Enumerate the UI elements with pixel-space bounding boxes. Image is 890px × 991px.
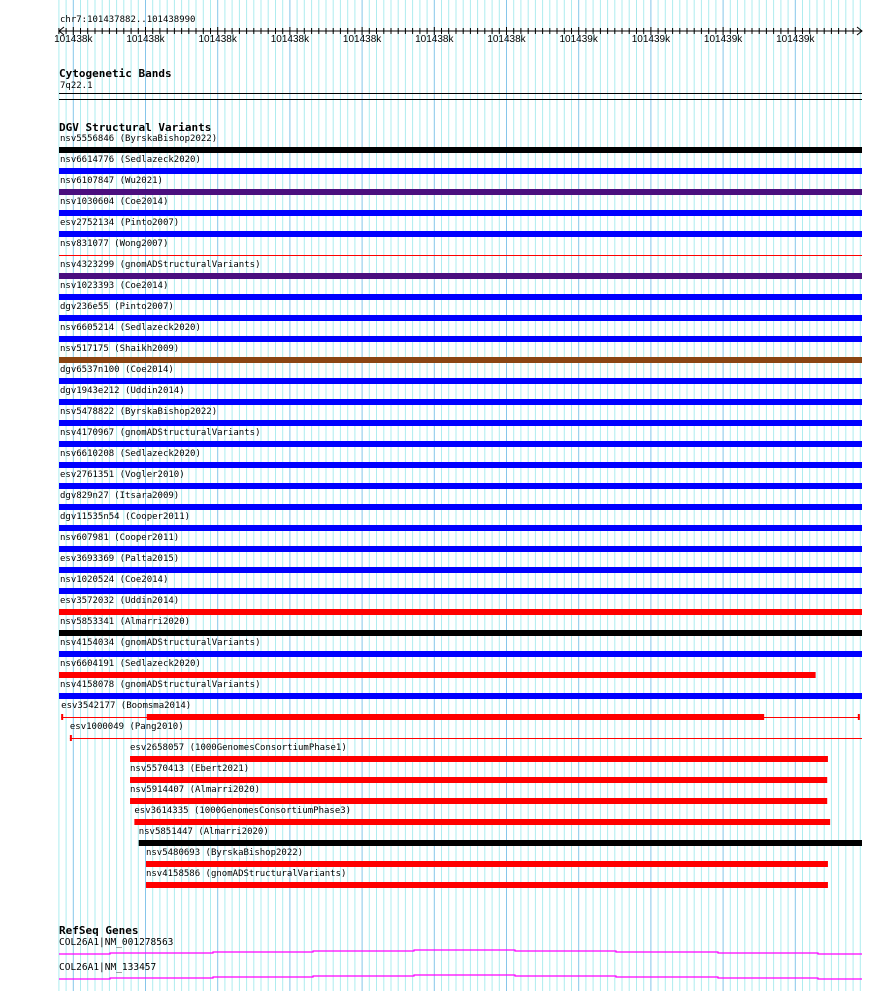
variant-bar bbox=[134, 819, 830, 825]
variant-bar bbox=[59, 294, 862, 300]
variant-label[interactable]: dgv236e55 (Pinto2007) bbox=[60, 302, 174, 312]
variant-label[interactable]: nsv6610208 (Sedlazeck2020) bbox=[60, 449, 201, 459]
variant-label[interactable]: nsv5914407 (Almarri2020) bbox=[130, 785, 261, 795]
cytoband-line bbox=[59, 93, 862, 94]
variant-label[interactable]: nsv4158586 (gnomADStructuralVariants) bbox=[145, 869, 347, 879]
cytoband-line bbox=[59, 99, 862, 100]
variant-label[interactable]: esv3614335 (1000GenomesConsortiumPhase3) bbox=[134, 806, 352, 816]
variant-cap bbox=[70, 735, 72, 741]
variant-label[interactable]: esv2752134 (Pinto2007) bbox=[60, 218, 180, 228]
variant-label[interactable]: nsv4158078 (gnomADStructuralVariants) bbox=[60, 680, 261, 690]
variant-label[interactable]: nsv1030604 (Coe2014) bbox=[60, 197, 169, 207]
variant-bar-thin bbox=[59, 255, 862, 256]
variant-bar bbox=[59, 231, 862, 237]
variant-label[interactable]: dgv6537n100 (Coe2014) bbox=[60, 365, 174, 375]
variant-cap bbox=[61, 714, 63, 720]
variant-bar-thin bbox=[70, 738, 862, 739]
variant-label[interactable]: nsv831077 (Wong2007) bbox=[60, 239, 169, 249]
variant-bar bbox=[59, 189, 862, 195]
variant-bar bbox=[59, 672, 816, 678]
variant-label[interactable]: nsv6604191 (Sedlazeck2020) bbox=[60, 659, 201, 669]
variant-bar bbox=[59, 504, 862, 510]
cytoband-label: 7q22.1 bbox=[60, 81, 93, 91]
variant-label[interactable]: nsv4323299 (gnomADStructuralVariants) bbox=[60, 260, 261, 270]
variant-label[interactable]: nsv1023393 (Coe2014) bbox=[60, 281, 169, 291]
variant-bar bbox=[59, 168, 862, 174]
dgv-track-title: DGV Structural Variants bbox=[59, 121, 212, 134]
variant-bar bbox=[59, 273, 862, 279]
ruler-tick-label: 101439k bbox=[559, 34, 598, 45]
ruler-tick-label: 101438k bbox=[126, 34, 165, 45]
variant-label[interactable]: nsv4154034 (gnomADStructuralVariants) bbox=[60, 638, 261, 648]
variant-bar bbox=[59, 441, 862, 447]
variant-bar bbox=[130, 798, 827, 804]
variant-bar bbox=[130, 777, 827, 783]
gene-model bbox=[59, 950, 862, 954]
ruler-tick-label: 101439k bbox=[703, 34, 743, 45]
variant-label[interactable]: dgv1943e212 (Uddin2014) bbox=[60, 386, 185, 396]
variant-label[interactable]: esv3693369 (Palta2015) bbox=[60, 554, 180, 564]
ruler-tick-label: 101438k bbox=[270, 34, 310, 45]
variant-label[interactable]: dgv11535n54 (Cooper2011) bbox=[60, 512, 191, 522]
variant-label[interactable]: nsv5851447 (Almarri2020) bbox=[138, 827, 269, 837]
refseq-track-title: RefSeq Genes bbox=[59, 924, 139, 937]
variant-bar bbox=[59, 210, 862, 216]
variant-label[interactable]: esv1000049 (Pang2010) bbox=[69, 722, 184, 732]
region-label: chr7:101437882..101438990 bbox=[60, 15, 196, 25]
variant-label[interactable]: nsv5570413 (Ebert2021) bbox=[130, 764, 250, 774]
variant-label[interactable]: nsv5556846 (ByrskaBishop2022) bbox=[60, 134, 218, 144]
variant-bar bbox=[59, 525, 862, 531]
variant-bar bbox=[59, 147, 862, 153]
ruler-tick-label: 101438k bbox=[342, 34, 382, 45]
variant-bar bbox=[59, 336, 862, 342]
gene-label[interactable]: COL26A1|NM_001278563 bbox=[59, 937, 174, 948]
variant-label[interactable]: nsv5478822 (ByrskaBishop2022) bbox=[60, 407, 218, 417]
variant-label[interactable]: nsv517175 (Shaikh2009) bbox=[60, 344, 180, 354]
ruler-tick-label: 101439k bbox=[776, 34, 815, 45]
variant-label[interactable]: nsv6605214 (Sedlazeck2020) bbox=[60, 323, 201, 333]
variant-label[interactable]: nsv5853341 (Almarri2020) bbox=[60, 617, 191, 627]
variant-cap bbox=[858, 714, 860, 720]
variant-bar bbox=[146, 882, 828, 888]
variant-bar bbox=[59, 357, 862, 363]
variant-label[interactable]: nsv6107847 (Wu2021) bbox=[60, 176, 163, 186]
variant-bar bbox=[59, 378, 862, 384]
variant-bar bbox=[59, 420, 862, 426]
variant-label[interactable]: dgv829n27 (Itsara2009) bbox=[60, 491, 180, 501]
gene-model bbox=[59, 975, 862, 979]
variant-label[interactable]: esv2761351 (Vogler2010) bbox=[60, 470, 185, 480]
variant-bar bbox=[59, 546, 862, 552]
ruler-tick-label: 101438k bbox=[415, 34, 454, 45]
variant-bar bbox=[59, 483, 862, 489]
ruler-tick-label: 101439k bbox=[631, 34, 671, 45]
ruler-tick-label: 101438k bbox=[54, 34, 93, 45]
variant-bar bbox=[59, 693, 862, 699]
variant-bar bbox=[147, 714, 764, 720]
variant-bar bbox=[130, 756, 828, 762]
variant-bar bbox=[59, 315, 862, 321]
variant-bar bbox=[59, 588, 862, 594]
variant-bar bbox=[59, 399, 862, 405]
variant-bar bbox=[139, 840, 862, 846]
variant-bar bbox=[59, 462, 862, 468]
variant-label[interactable]: nsv607981 (Cooper2011) bbox=[60, 533, 180, 543]
variant-label[interactable]: nsv6614776 (Sedlazeck2020) bbox=[60, 155, 201, 165]
cytoband-track-title: Cytogenetic Bands bbox=[59, 67, 172, 80]
gene-label[interactable]: COL26A1|NM_133457 bbox=[59, 962, 157, 973]
variant-bar bbox=[59, 630, 862, 636]
variant-bar bbox=[59, 567, 862, 573]
variant-label[interactable]: esv3542177 (Boomsma2014) bbox=[61, 701, 192, 711]
ruler-tick-label: 101438k bbox=[487, 34, 526, 45]
variant-bar bbox=[146, 861, 828, 867]
variant-label[interactable]: esv3572032 (Uddin2014) bbox=[60, 596, 180, 606]
ruler-tick-label: 101438k bbox=[198, 34, 237, 45]
variant-label[interactable]: nsv4170967 (gnomADStructuralVariants) bbox=[60, 428, 261, 438]
variant-bar bbox=[59, 651, 862, 657]
variant-label[interactable]: nsv5480693 (ByrskaBishop2022) bbox=[145, 848, 304, 858]
variant-label[interactable]: nsv1020524 (Coe2014) bbox=[60, 575, 169, 585]
variant-bar bbox=[59, 609, 862, 615]
variant-label[interactable]: esv2658057 (1000GenomesConsortiumPhase1) bbox=[130, 743, 347, 753]
